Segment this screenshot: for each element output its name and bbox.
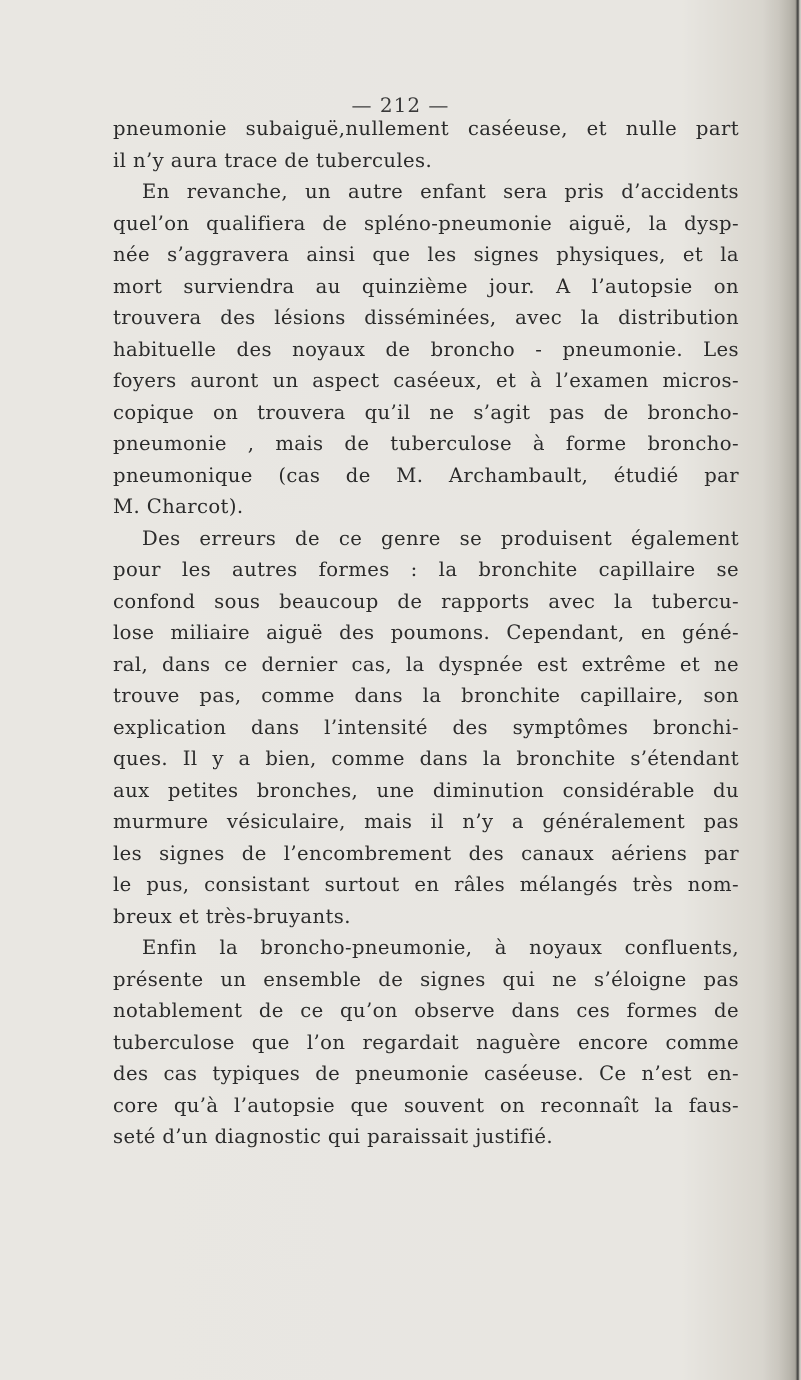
text-line: pneumonique (cas de M. Archambault, étudié par — [113, 463, 739, 487]
text-line: ques. Il y a bien, comme dans la bronchite s’étendant — [113, 747, 739, 770]
text-line: pneumonie , mais de tuberculose à forme broncho- — [113, 432, 739, 455]
text-line: M. Charcot). — [113, 495, 244, 518]
text-line: mort surviendra au quinzième jour. A l’autopsie on — [113, 274, 739, 298]
text-line: le pus, consistant surtout en râles mélangés très nom- — [113, 873, 739, 896]
text-line: quel’on qualifiera de spléno-pneumonie aiguë, la dysp- — [113, 211, 739, 235]
text-line: aux petites bronches, une diminution considérable du — [113, 778, 739, 802]
text-line: trouve pas, comme dans la bronchite capillaire, son — [113, 684, 739, 707]
text-line: notablement de ce qu’on observe dans ces formes de — [113, 999, 739, 1022]
text-line: breux et très-bruyants. — [113, 904, 351, 928]
text-line: foyers auront un aspect caséeux, et à l’examen micros- — [113, 369, 739, 392]
text-line: En revanche, un autre enfant sera pris d’accidents — [142, 180, 739, 203]
text-line: née s’aggravera ainsi que les signes physiques, et la — [113, 243, 739, 266]
text-line: tuberculose que l’on regardait naguère encore comme — [113, 1030, 739, 1054]
text-line: ral, dans ce dernier cas, la dyspnée est extrême et ne — [113, 652, 739, 676]
text-line: Enfin la broncho-pneumonie, à noyaux confluents, — [142, 936, 739, 959]
page-number: — 212 — — [351, 93, 450, 117]
text-line: lose miliaire aiguë des poumons. Cependant, en géné- — [113, 621, 739, 644]
text-line: murmure vésiculaire, mais il n’y a généralement pas — [113, 810, 739, 833]
text-line: habituelle des noyaux de broncho - pneumonie. Les — [113, 337, 739, 361]
text-line: core qu’à l’autopsie que souvent on reconnaît la faus- — [113, 1093, 739, 1117]
text-line: Des erreurs de ce genre se produisent également — [142, 526, 739, 550]
text-line: les signes de l’encombrement des canaux aériens par — [113, 841, 739, 865]
text-line: pneumonie subaiguë,nullement caséeuse, et nulle part — [113, 117, 739, 140]
text-line: confond sous beaucoup de rapports avec la tubercu- — [113, 589, 739, 613]
text-line: des cas typiques de pneumonie caséeuse. Ce n’est en- — [113, 1062, 739, 1085]
text-line: il n’y aura trace de tubercules. — [113, 148, 433, 172]
text-line: trouvera des lésions disséminées, avec la distribution — [113, 306, 739, 329]
text-line: seté d’un diagnostic qui paraissait justifié. — [113, 1125, 554, 1148]
text-line: explication dans l’intensité des symptômes bronchi- — [113, 715, 739, 739]
page-binding-edge — [763, 0, 801, 1380]
text-line: pour les autres formes : la bronchite capillaire se — [113, 558, 739, 581]
text-line: présente un ensemble de signes qui ne s’éloigne pas — [113, 967, 739, 991]
text-line: copique on trouvera qu’il ne s’agit pas de broncho- — [113, 400, 739, 424]
body-text — [113, 113, 739, 1153]
